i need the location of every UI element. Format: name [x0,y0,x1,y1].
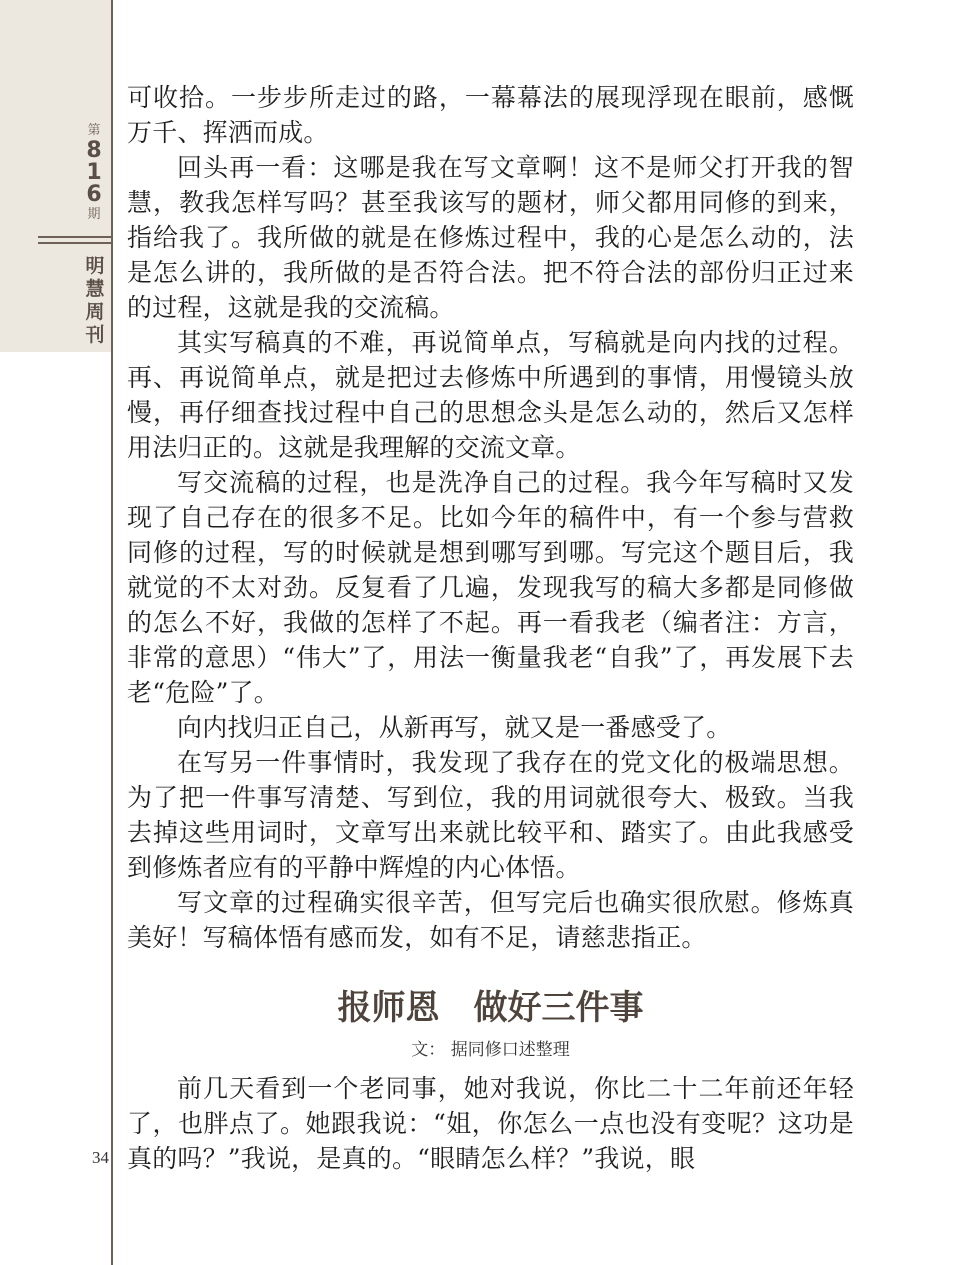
magazine-name [82,255,108,347]
margin-rule [111,0,113,1265]
magazine-char: 慧 [85,278,105,300]
issue-suffix: 期 [87,207,101,222]
paragraph: 可收拾。一步步所走过的路，一幕幕法的展现浮现在眼前，感慨万千、挥洒而成。 [127,83,854,147]
magazine-char: 刊 [85,324,105,346]
page-number: 34 [92,1148,109,1167]
magazine-char: 周 [85,301,105,323]
paragraph: 在写另一件事情时，我发现了我存在的党文化的极端思想。为了把一件事写清楚、写到位，我的用词就很夸大、极致。当我去掉这些用词时，文章写出来就比较平和、踏实了。由此我感受到修炼者应有的平静中辉煌的内心体悟。 [127,748,854,882]
magazine-char: 明 [85,255,105,277]
article-byline: 文： 据同修口述整理 [411,1040,570,1060]
issue-digit: 6 [86,182,102,207]
paragraph: 前几天看到一个老同事，她对我说，你比二十二年前还年轻了，也胖点了。她跟我说：“姐，你怎么一点也没有变呢？这功是真的吗？”我说，是真的。“眼睛怎么样？”我说，眼 [127,1074,854,1173]
issue-number [80,140,108,206]
issue-digit: 1 [86,160,102,185]
issue-digit: 8 [86,138,102,163]
issue-prefix: 第 [87,123,101,138]
issue-label [80,122,108,224]
paragraph: 写交流稿的过程，也是洗净自己的过程。我今年写稿时又发现了自己存在的很多不足。比如今年的稿件中，有一个参与营救同修的过程，写的时候就是想到哪写到哪。写完这个题目后，我就觉的不太对劲。反复看了几遍，发现我写的稿大多都是同修做的怎么不好，我做的怎样了不起。再一看我老（编者注：方言，非常的意思）“伟大”了，用法一衡量我老“自我”了，再发展下去老“危险”了。 [127,468,854,707]
sidebar-divider-bottom [38,242,112,244]
paragraph: 向内找归正自己，从新再写，就又是一番感受了。 [177,713,732,742]
page-body [127,80,854,1176]
article-title: 报师恩 做好三件事 [337,988,644,1028]
paragraph: 回头再一看：这哪是我在写文章啊！这不是师父打开我的智慧，教我怎样写吗？甚至我该写的题材，师父都用同修的到来，指给我了。我所做的就是在修炼过程中，我的心是怎么动的，法是怎么讲的，我所做的是否符合法。把不符合法的部份归正过来的过程，这就是我的交流稿。 [127,153,854,322]
paragraph: 写文章的过程确实很辛苦，但写完后也确实很欣慰。修炼真美好！写稿体悟有感而发，如有不足，请慈悲指正。 [127,888,854,952]
paragraph: 其实写稿真的不难，再说简单点，写稿就是向内找的过程。再、再说简单点，就是把过去修炼中所遇到的事情，用慢镜头放慢，再仔细查找过程中自己的思想念头是怎么动的，然后又怎样用法归正的。这就是我理解的交流文章。 [127,328,854,462]
sidebar-divider-top [38,236,112,238]
